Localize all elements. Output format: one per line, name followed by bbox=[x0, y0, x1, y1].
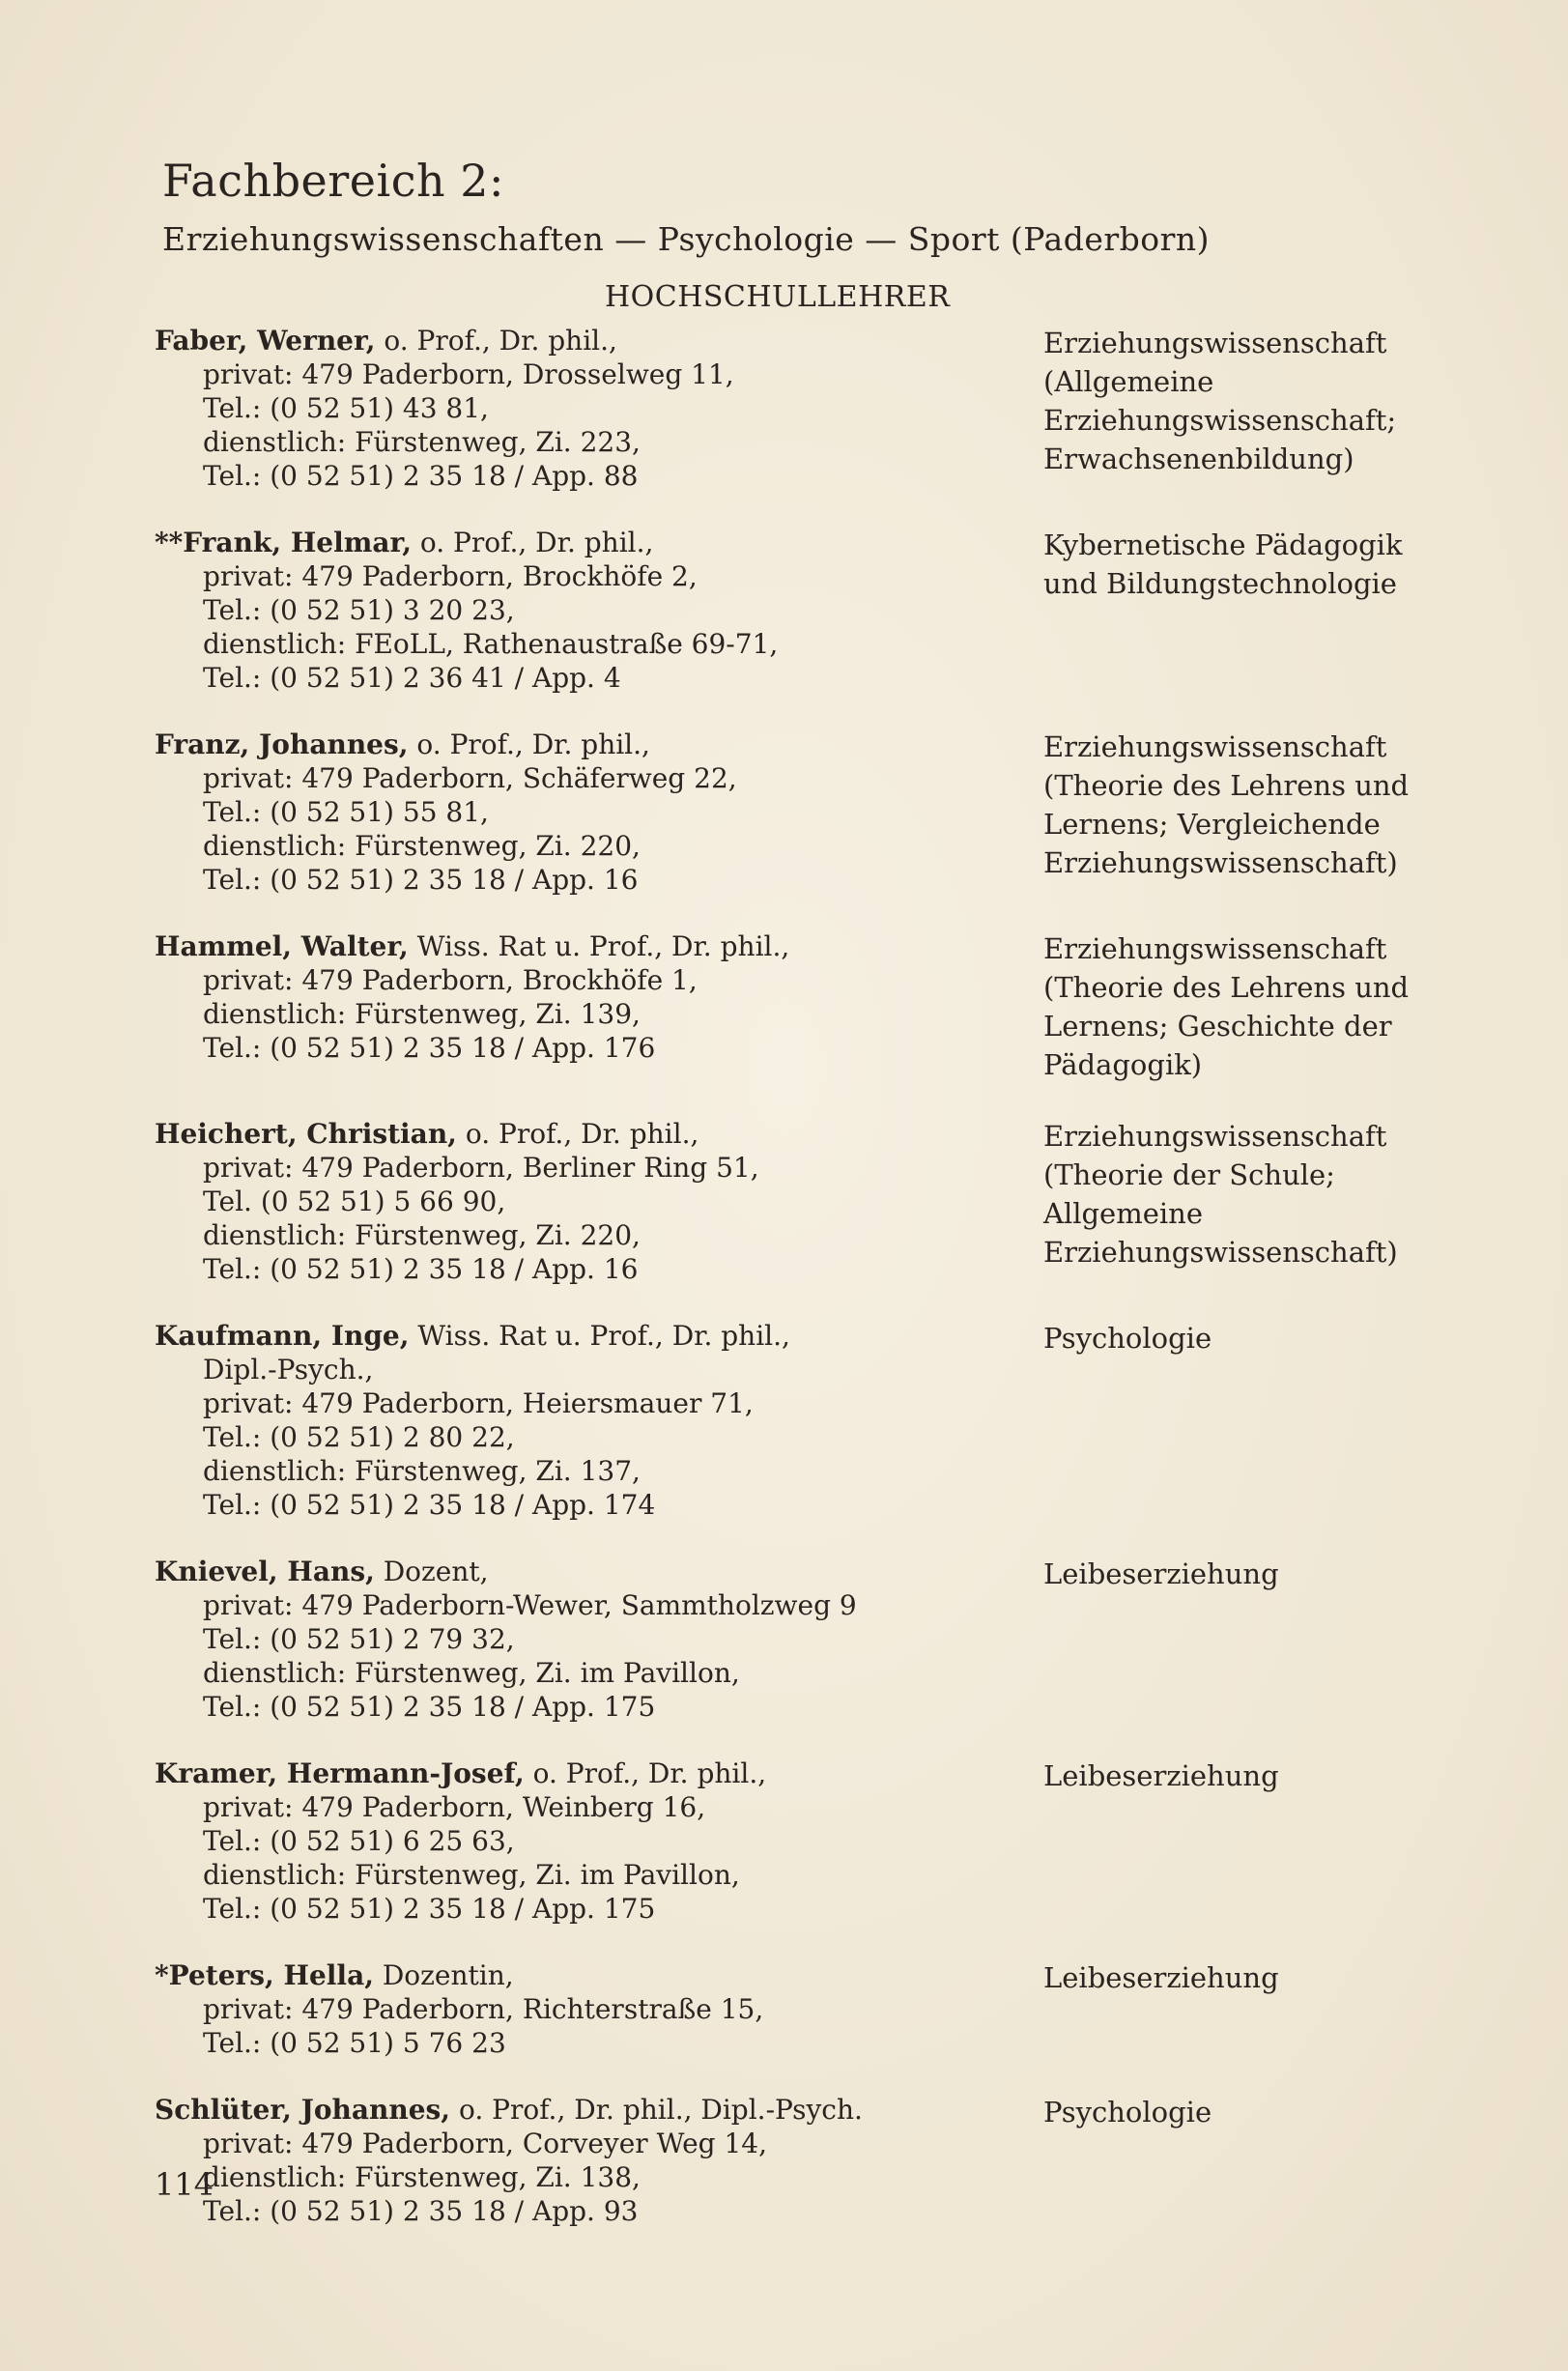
faculty-entry bbox=[155, 1757, 1449, 1926]
entry-name-line bbox=[155, 2093, 966, 2127]
subject-field: Psychologie bbox=[1043, 1322, 1212, 1355]
contact-line: Tel.: (0 52 51) 2 35 18 / App. 16 bbox=[203, 1253, 639, 1285]
faculty-list bbox=[155, 324, 1449, 2261]
contact-line: dienstlich: Fürstenweg, Zi. 137, bbox=[203, 1455, 641, 1487]
section-heading: HOCHSCHULLEHRER bbox=[605, 280, 951, 314]
entry-contact bbox=[155, 1117, 966, 1286]
contact-line: Tel. (0 52 51) 5 66 90, bbox=[203, 1186, 506, 1217]
person-name: Knievel, Hans, bbox=[155, 1556, 375, 1587]
subject-field: Psychologie bbox=[1043, 2096, 1212, 2128]
person-title: Dozentin, bbox=[373, 1959, 514, 1991]
person-title: o. Prof., Dr. phil., Dipl.-Psych. bbox=[450, 2094, 863, 2126]
contact-line: privat: 479 Paderborn, Drosselweg 11, bbox=[203, 358, 734, 390]
subject-field: Kybernetische Pädagogik und Bildungstechnologie bbox=[1043, 528, 1403, 600]
person-name: Heichert, Christian, bbox=[155, 1118, 457, 1150]
person-title: Wiss. Rat u. Prof., Dr. phil., bbox=[409, 1320, 790, 1352]
entry-name-line bbox=[155, 324, 966, 357]
person-name: Franz, Johannes, bbox=[155, 728, 409, 760]
entry-contact bbox=[155, 2093, 966, 2228]
contact-line: privat: 479 Paderborn, Weinberg 16, bbox=[203, 1791, 706, 1823]
contact-line: dienstlich: FEoLL, Rathenaustraße 69-71, bbox=[203, 628, 779, 660]
contact-line: privat: 479 Paderborn, Schäferweg 22, bbox=[203, 762, 737, 794]
contact-line: Tel.: (0 52 51) 2 35 18 / App. 93 bbox=[203, 2195, 639, 2227]
contact-line: dienstlich: Fürstenweg, Zi. im Pavillon, bbox=[203, 1657, 740, 1689]
contact-line: Tel.: (0 52 51) 2 35 18 / App. 175 bbox=[203, 1691, 656, 1723]
page-number: 114 bbox=[155, 2166, 214, 2203]
contact-line: dienstlich: Fürstenweg, Zi. 139, bbox=[203, 998, 641, 1030]
subject-field: Leibeserziehung bbox=[1043, 1557, 1279, 1590]
contact-line: privat: 479 Paderborn-Wewer, Sammtholzweg 9 bbox=[203, 1589, 857, 1621]
contact-line: Dipl.-Psych., bbox=[203, 1354, 374, 1385]
entry-contact bbox=[155, 1757, 966, 1926]
contact-line: dienstlich: Fürstenweg, Zi. 220, bbox=[203, 830, 641, 862]
contact-line: privat: 479 Paderborn, Richterstraße 15, bbox=[203, 1993, 764, 2025]
entry-name-line bbox=[155, 1117, 966, 1151]
contact-line: dienstlich: Fürstenweg, Zi. im Pavillon, bbox=[203, 1859, 740, 1891]
subject-field: Leibeserziehung bbox=[1043, 1961, 1279, 1994]
entry-name-line bbox=[155, 1958, 966, 1992]
contact-line: Tel.: (0 52 51) 2 35 18 / App. 175 bbox=[203, 1893, 656, 1925]
page-subtitle: Erziehungswissenschaften — Psychologie — Sport (Paderborn) bbox=[162, 220, 1211, 258]
page-title: Fachbereich 2: bbox=[162, 155, 504, 207]
contact-line: privat: 479 Paderborn, Brockhöfe 1, bbox=[203, 964, 698, 996]
contact-line: Tel.: (0 52 51) 5 76 23 bbox=[203, 2027, 506, 2059]
entry-contact bbox=[155, 728, 966, 897]
entry-name-line bbox=[155, 929, 966, 963]
contact-line: dienstlich: Fürstenweg, Zi. 220, bbox=[203, 1219, 641, 1251]
contact-line: dienstlich: Fürstenweg, Zi. 138, bbox=[203, 2161, 641, 2193]
person-name: Kaufmann, Inge, bbox=[155, 1320, 410, 1352]
person-title: o. Prof., Dr. phil., bbox=[456, 1118, 699, 1150]
subject-field: Erziehungswissenschaft (Allgemeine Erziehungswissenschaft; Erwachsenenbildung) bbox=[1043, 327, 1397, 475]
contact-line: Tel.: (0 52 51) 3 20 23, bbox=[203, 594, 515, 626]
entry-contact bbox=[155, 324, 966, 493]
person-title: Dozent, bbox=[374, 1556, 489, 1587]
entry-name-line bbox=[155, 1555, 966, 1588]
person-title: o. Prof., Dr. phil., bbox=[375, 325, 617, 357]
subject-field: Erziehungswissenschaft (Theorie der Schule; Allgemeine Erziehungswissenschaft) bbox=[1043, 1120, 1398, 1269]
entry-name-line bbox=[155, 526, 966, 559]
faculty-entry bbox=[155, 1958, 1449, 2060]
entry-contact bbox=[155, 1319, 966, 1522]
faculty-entry bbox=[155, 526, 1449, 695]
contact-line: Tel.: (0 52 51) 43 81, bbox=[203, 392, 489, 424]
subject-field: Leibeserziehung bbox=[1043, 1759, 1279, 1792]
faculty-entry bbox=[155, 1319, 1449, 1522]
person-name: Kramer, Hermann-Josef, bbox=[155, 1757, 525, 1789]
entry-name-line bbox=[155, 1319, 966, 1353]
faculty-entry bbox=[155, 1555, 1449, 1724]
faculty-entry bbox=[155, 2093, 1449, 2228]
faculty-entry bbox=[155, 324, 1449, 493]
contact-line: Tel.: (0 52 51) 2 35 18 / App. 176 bbox=[203, 1032, 656, 1064]
faculty-entry bbox=[155, 929, 1449, 1084]
contact-line: privat: 479 Paderborn, Heiersmauer 71, bbox=[203, 1387, 754, 1419]
person-title: o. Prof., Dr. phil., bbox=[411, 527, 654, 558]
person-name: Schlüter, Johannes, bbox=[155, 2094, 451, 2126]
contact-line: Tel.: (0 52 51) 2 35 18 / App. 174 bbox=[203, 1489, 656, 1521]
subject-field: Erziehungswissenschaft (Theorie des Lehrens und Lernens; Vergleichende Erziehungswissenschaft) bbox=[1043, 730, 1410, 879]
entry-contact bbox=[155, 1555, 966, 1724]
contact-line: Tel.: (0 52 51) 6 25 63, bbox=[203, 1825, 515, 1857]
contact-line: privat: 479 Paderborn, Berliner Ring 51, bbox=[203, 1152, 759, 1184]
contact-line: Tel.: (0 52 51) 2 36 41 / App. 4 bbox=[203, 662, 621, 694]
person-title: Wiss. Rat u. Prof., Dr. phil., bbox=[408, 930, 790, 962]
entry-contact bbox=[155, 1958, 966, 2060]
contact-line: privat: 479 Paderborn, Corveyer Weg 14, bbox=[203, 2128, 768, 2159]
person-name: Hammel, Walter, bbox=[155, 930, 409, 962]
entry-contact bbox=[155, 526, 966, 695]
entry-contact bbox=[155, 929, 966, 1084]
contact-line: Tel.: (0 52 51) 2 79 32, bbox=[203, 1623, 515, 1655]
contact-line: Tel.: (0 52 51) 2 80 22, bbox=[203, 1421, 515, 1453]
contact-line: dienstlich: Fürstenweg, Zi. 223, bbox=[203, 426, 641, 458]
entry-name-line bbox=[155, 1757, 966, 1790]
faculty-entry bbox=[155, 1117, 1449, 1286]
contact-line: Tel.: (0 52 51) 2 35 18 / App. 16 bbox=[203, 864, 639, 896]
subject-field: Erziehungswissenschaft (Theorie des Lehrens und Lernens; Geschichte der Pädagogik) bbox=[1043, 932, 1410, 1081]
person-name: Faber, Werner, bbox=[155, 325, 376, 357]
contact-line: privat: 479 Paderborn, Brockhöfe 2, bbox=[203, 560, 698, 592]
person-name: *Peters, Hella, bbox=[155, 1959, 374, 1991]
contact-line: Tel.: (0 52 51) 55 81, bbox=[203, 796, 489, 828]
person-name: **Frank, Helmar, bbox=[155, 527, 412, 558]
contact-line: Tel.: (0 52 51) 2 35 18 / App. 88 bbox=[203, 460, 639, 492]
person-title: o. Prof., Dr. phil., bbox=[408, 728, 650, 760]
person-title: o. Prof., Dr. phil., bbox=[524, 1757, 767, 1789]
faculty-entry bbox=[155, 728, 1449, 897]
entry-name-line bbox=[155, 728, 966, 761]
